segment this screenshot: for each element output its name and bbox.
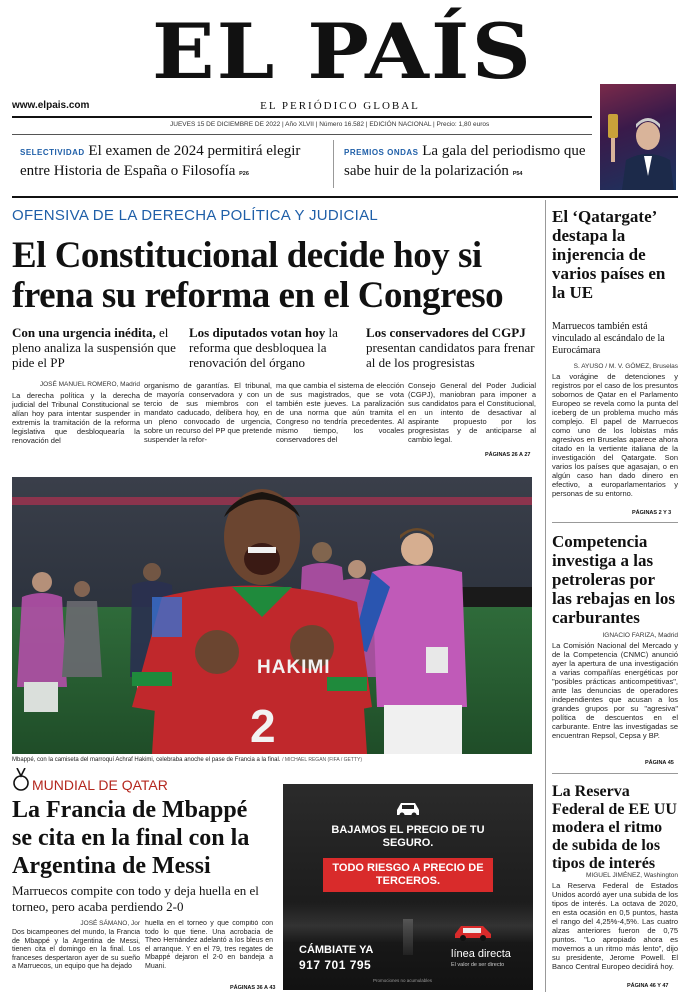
lead-body-col-4: Consejo General del Poder Judicial (CGPJ), maniobran para imponer a sus candidatos para el Constitucional, en un intento de desactivar al aspirante propuesto por los progresistas y de anticiparse al cambio legal. — [408, 381, 536, 444]
column-divider — [545, 200, 546, 992]
sidebar-byline-qatargate: S. AYUSO / M. V. GÓMEZ, Bruselas — [573, 363, 678, 370]
car-icon — [394, 800, 422, 818]
ad-phone-device — [403, 919, 413, 955]
ad-brand: línea directa — [451, 948, 511, 960]
svg-text:2: 2 — [250, 700, 276, 752]
sidebar-headline-qatargate[interactable]: El ‘Qatargate’ destapa la injerencia de varios países en la UE — [552, 207, 666, 302]
sports-headline[interactable]: La Francia de Mbappé se cita en la final con la Argentina de Messi — [12, 797, 250, 879]
sports-body-col-1: Dos bicampeones del mundo, la Francia de Mbappé y la Argentina de Messi, tienen cita el domingo en la final. Los franceses despertaron ayer de su sueño a Marruecos, un equipo que ha dejado — [12, 929, 140, 971]
sidebar-body-competencia: La Comisión Nacional del Mercado y de la Competencia (CNMC) anunció ayer la apertura de una investigación a varias compañías energéticas por "posibles prácticas anticompetitivas", ante las denuncias de operadores independientes que acusan a los grandes grupos por su "agresiva" política de descuentos en el carburante. Entre las investigadas se encuentran Repsol, Cepsa y BP. — [552, 641, 678, 740]
portrait-illustration — [600, 84, 676, 190]
section-rule — [12, 196, 678, 198]
sports-byline: JOSÉ SÁMANO, Jor — [80, 920, 140, 927]
sidebar-page-competencia: PÁGINA 45 — [645, 760, 674, 766]
sports-subhead: Marruecos compite con todo y deja huella en el torneo, pero acaba perdiendo 2-0 — [12, 883, 259, 914]
photo-caption — [12, 757, 537, 763]
teaser-selectividad[interactable] — [20, 142, 325, 190]
sports-kicker: MUNDIAL DE QATAR — [32, 777, 168, 793]
ad-line-2: TODO RIESGO A PRECIO DE TERCEROS. — [323, 858, 493, 892]
ad-fine-print: Promociones no acumulables — [373, 978, 433, 983]
sports-page-ref: PÁGINAS 36 A 43 — [230, 985, 276, 991]
teaser-page: P26 — [239, 171, 249, 177]
subhead-text: la reforma que desbloquea la renovación del órgano — [189, 325, 338, 370]
sidebar-page-qatargate: PÁGINAS 2 Y 3 — [632, 510, 672, 516]
ad-line-1: BAJAMOS EL PRECIO DE TU SEGURO. — [331, 824, 485, 849]
lead-subhead-2 — [189, 325, 361, 370]
sidebar-rule-2 — [552, 773, 678, 774]
lead-section-label: OFENSIVA DE LA DERECHA POLÍTICA Y JUDICIAL — [12, 207, 379, 224]
teaser-text: La gala del periodismo que sabe huir de la polarización — [344, 143, 586, 179]
portrait-photo — [600, 84, 676, 190]
lead-headline[interactable]: El Constitucional decide hoy si frena su reforma en el Congreso — [12, 235, 504, 316]
subhead-text: el pleno analiza la suspensión que pide el PP — [12, 325, 176, 370]
teaser-rule — [12, 134, 592, 135]
masthead-title: EL PAÍS — [151, 7, 534, 96]
lead-subhead-3 — [366, 325, 538, 370]
sidebar-rule-1 — [552, 522, 678, 523]
subhead-bold: Los diputados votan hoy — [189, 325, 326, 340]
sidebar-byline-competencia: IGNACIO FARIZA, Madrid — [602, 632, 678, 639]
teaser-page: P54 — [512, 171, 523, 177]
medal-icon — [12, 768, 30, 792]
sidebar-body-qatargate: La vorágine de detenciones y registros por el caso de los presuntos sobornos de Qatar en el Parlamento Europeo se revela como la punta del iceberg de un problema mucho más complejo. El papel de Marruecos como uno de los lobistas más agresivos en Bruselas aparece ahora citado en la vertiente italiana de la investigación del Qatargate. Son varios los países que agasajan, o en algún caso han dado dinero en efectivo, a europarlamentarios y personas de su entorno. — [552, 372, 678, 498]
lead-byline: JOSÉ MANUEL ROMERO, Madrid — [39, 381, 140, 388]
lead-body-col-2: organismo de garantías. El tribunal, de mayoría conservadora y con un tercio de sus miembros con el mandato caducado, delibera hoy, en un pleno convocado de urgencia, sobre un recurso del PP que pretende suspender la refor- — [144, 381, 272, 444]
ad-brand-tag: El valor de ser directo — [451, 962, 505, 968]
mbappe-photo — [12, 477, 532, 754]
linea-directa-ad[interactable] — [283, 784, 533, 990]
ad-cta[interactable]: CÁMBIATE YA — [299, 944, 374, 956]
teaser-premios-ondas[interactable] — [344, 142, 594, 190]
lead-body-col-3: ma que cambia el sistema de elección de sus magistrados, que se vota también este jueves. La paralización de una norma que aún tramita el Congreso no tendría precedentes. Al mismo tiempo, los vocales conservadores del — [276, 381, 404, 444]
site-url[interactable]: www.elpais.com — [12, 100, 90, 111]
dateline: JUEVES 15 DE DICIEMBRE DE 2022 | Año XLVII | Número 16.582 | EDICIÓN NACIONAL | Precio: 1,80 euros — [170, 121, 490, 128]
lead-body-col-1: La derecha política y la derecha judicial del Tribunal Constitucional se alían hoy para intentar suspender in extremis la tramitación de la reforma legislativa que desbloquearía la renovación del — [12, 391, 140, 445]
lead-subhead-1 — [12, 325, 184, 370]
photo-credit: / MICHAEL REGAN (FIFA / GETTY) — [282, 757, 362, 763]
lead-page-ref: PÁGINAS 26 A 27 — [485, 452, 531, 458]
subhead-bold: Con una urgencia inédita, — [12, 325, 156, 340]
subhead-text: presentan candidatos para frenar al de los progresistas — [366, 340, 535, 370]
sidebar-subhead-qatargate: Marruecos también está vinculado al escándalo de la Eurocámara — [552, 321, 665, 356]
jersey-name: HAKIMI — [257, 657, 331, 678]
photo-illustration — [12, 477, 532, 754]
teaser-kicker: SELECTIVIDAD — [20, 148, 85, 157]
teaser-divider — [333, 140, 334, 188]
ad-phone[interactable]: 917 701 795 — [299, 958, 372, 972]
caption-text: Mbappé, con la camiseta del marroquí Achraf Hakimi, celebraba anoche el pase de Francia a la final. — [12, 757, 281, 763]
sports-body-col-2: huella en el torneo y que compitió con todo lo que tiene. Una acrobacia de Theo Hernández adelantó a los bleus en el arranque. Y en el 79, tres regates de Mbappé dejaron el 2-0 en bandeja a Muani. — [145, 920, 273, 970]
masthead-rule — [12, 116, 592, 118]
tagline: EL PERIÓDICO GLOBAL — [260, 100, 420, 112]
ad-red-car-icon — [451, 920, 495, 942]
teaser-text: El examen de 2024 permitirá elegir entre Historia de España o Filosofía — [20, 143, 301, 179]
sidebar-headline-fed[interactable]: La Reserva Federal de EE UU modera el ritmo de subida de los tipos de interés — [552, 783, 677, 872]
subhead-bold: Los conservadores del CGPJ — [366, 325, 526, 340]
sidebar-page-fed: PÁGINA 46 Y 47 — [627, 983, 669, 989]
teaser-kicker: PREMIOS ONDAS — [344, 148, 419, 157]
sidebar-body-fed: La Reserva Federal de Estados Unidos acordó ayer una subida de los tipos de interés. La octava de 2020, en esta ocasión en 0,5 puntos, hasta el rango del 4,25%-4,5%. Las cuatro alzas anteriores fueron de 0,75 puntos. "Lo apropiado ahora es movernos a un ritmo más lento", dijo su presidente, Jerome Powell. El Banco Central Europeo decidirá hoy. — [552, 881, 678, 971]
sidebar-headline-competencia[interactable]: Competencia investiga a las petroleras por las rebajas en los carburantes — [552, 532, 675, 627]
sidebar-byline-fed: MIGUEL JIMÉNEZ, Washington — [586, 872, 678, 879]
